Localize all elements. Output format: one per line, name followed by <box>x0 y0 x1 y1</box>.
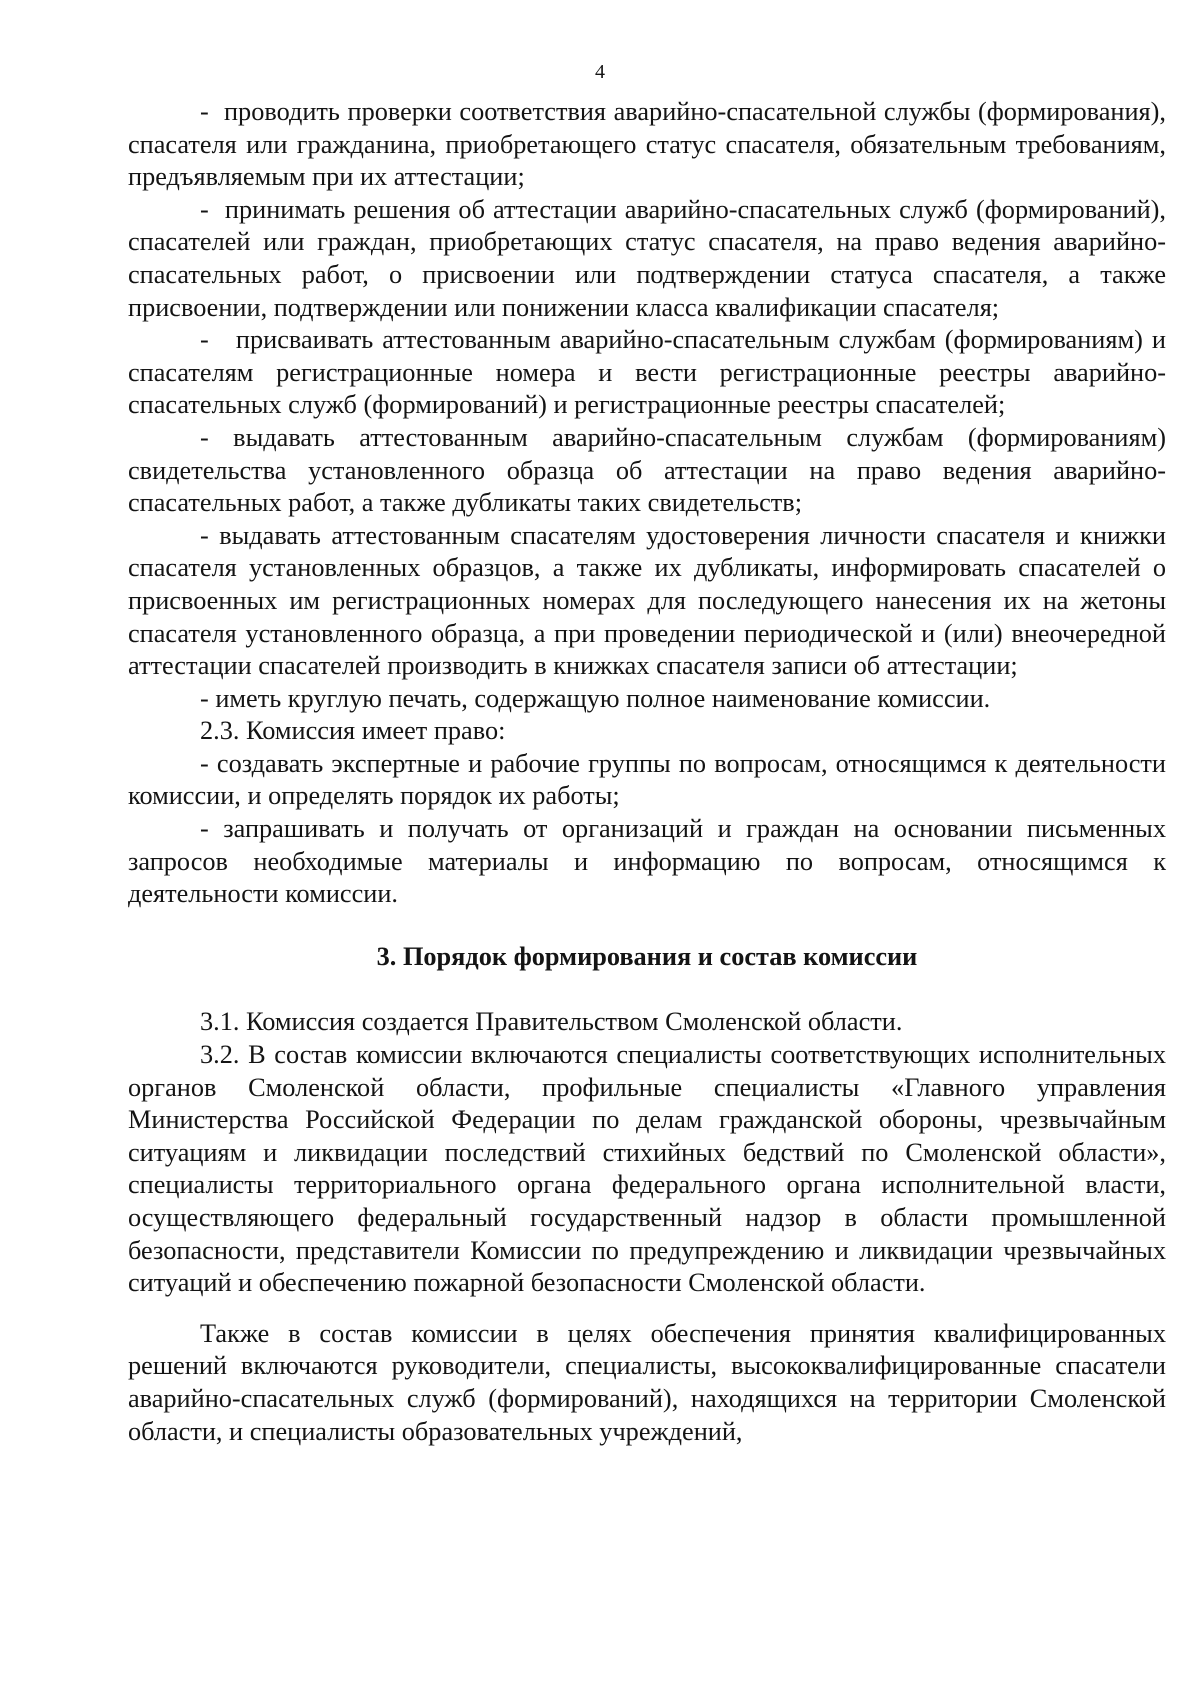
paragraph-also-included: Также в состав комиссии в целях обеспечения принятия квалифицированных решений включаются руководители, специалисты, высококвалифицированные спасатели аварийно-спасательных служб (формирований), находящихся на территории Смоленской области, и специалисты образовательных учреждений, <box>128 1318 1166 1446</box>
paragraph-issue-certificates: - выдавать аттестованным аварийно-спасательным службам (формированиям) свидетельства установленного образца об аттестации на право ведения аварийно-спасательных работ, а также дубликаты таких свидетельств; <box>128 422 1166 518</box>
paragraph-registration-numbers: - присваивать аттестованным аварийно-спасательным службам (формированиям) и спасателям регистрационные номера и вести регистрационные реестры аварийно-спасательных служб (формирований) и регистрационные реестры спасателей; <box>128 325 1166 420</box>
paragraph-request-materials: - запрашивать и получать от организаций и граждан на основании письменных запросов необходимые материалы и информацию по вопросам, относящимся к деятельности комиссии. <box>128 814 1166 909</box>
paragraph-certification-decisions: - принимать решения об аттестации аварийно-спасательных служб (формирований), спасателей или граждан, приобретающих статус спасателя, на право ведения аварийно-спасательных работ, о присвоении или подтверждении статуса спасателя, а также присвоении, подтверждении или понижении класса квалификации спасателя; <box>128 194 1166 322</box>
page-number: 4 <box>595 61 605 83</box>
paragraph-gap <box>128 1300 1166 1318</box>
paragraph-3-2: 3.2. В состав комиссии включаются специалисты соответствующих исполнительных органов Смоленской области, профильные специалисты «Главного управления Министерства Российской Федерации по делам гражданской обороны, чрезвычайным ситуациям и ликвидации последствий стихийных бедствий по Смоленской области», специалисты территориального органа федерального органа исполнительной власти, осуществляющего федеральный государственный надзор в области промышленной безопасности, представители Комиссии по предупреждению и ликвидации чрезвычайных ситуаций и обеспечению пожарной безопасности Смоленской области. <box>128 1040 1166 1298</box>
paragraph-rights-intro: 2.3. Комиссия имеет право: <box>200 716 506 746</box>
paragraph-verify-compliance: - проводить проверки соответствия аварийно-спасательной службы (формирования), спасателя или гражданина, приобретающего статус спасателя, обязательным требованиям, предъявляемым при их аттестации; <box>128 97 1166 192</box>
paragraph-expert-groups: - создавать экспертные и рабочие группы по вопросам, относящимся к деятельности комиссии, и определять порядок их работы; <box>128 748 1166 811</box>
section-heading: 3. Порядок формирования и состав комиссии <box>376 941 918 971</box>
document-body <box>128 96 1166 1448</box>
paragraph-issue-ids: - выдавать аттестованным спасателям удостоверения личности спасателя и книжки спасателя установленных образцов, а также их дубликаты, информировать спасателей о присвоенных им регистрационных номерах для последующего нанесения их на жетоны спасателя установленного образца, а при проведении периодической и (или) внеочередной аттестации спасателей производить в книжках спасателя записи об аттестации; <box>128 520 1166 681</box>
paragraph-3-1: 3.1. Комиссия создается Правительством Смоленской области. <box>200 1007 903 1037</box>
paragraph-round-seal: - иметь круглую печать, содержащую полное наименование комиссии. <box>200 683 991 713</box>
